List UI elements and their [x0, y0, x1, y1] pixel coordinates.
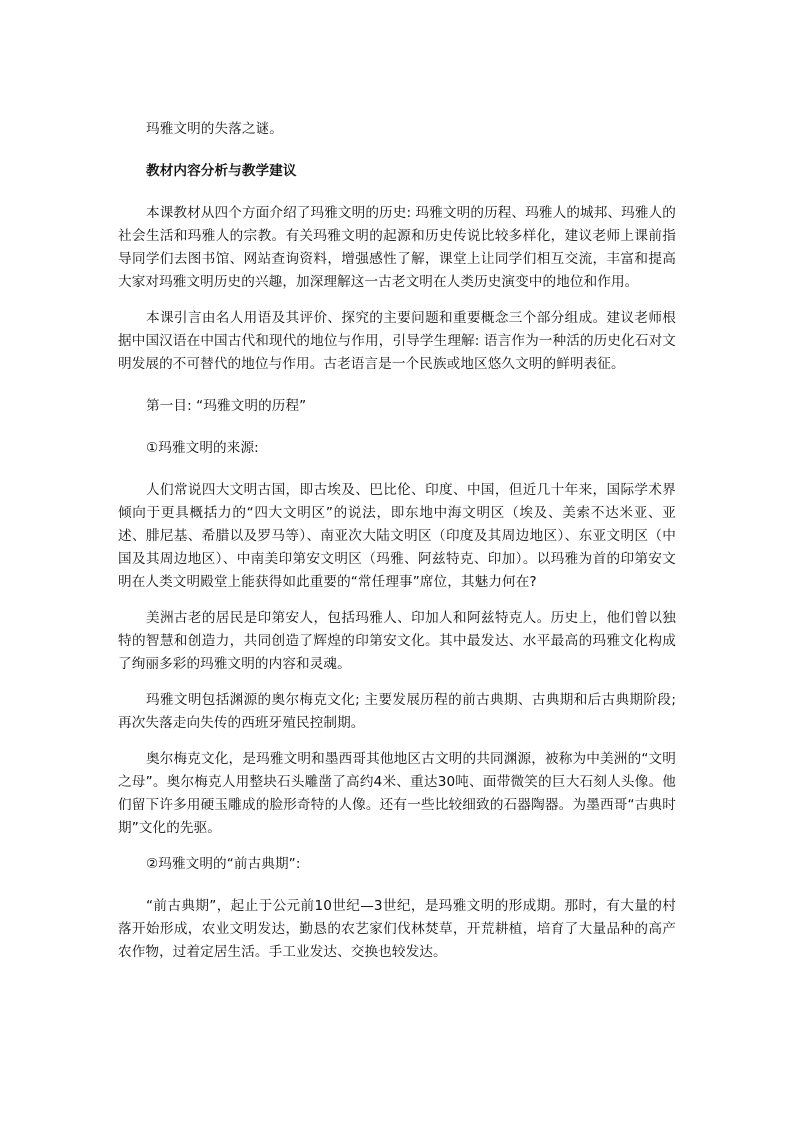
paragraph-indigenous-people: 美洲古老的居民是印第安人，包括玛雅人、印加人和阿兹特克人。历史上，他们曾以独特的智慧和创造力，共同创造了辉煌的印第安文化。其中最发达、水平最高的玛雅文化构成了绚丽多彩的玛雅文明的内容和灵魂。 — [118, 610, 676, 672]
paragraph-mystery-line: 玛雅文明的失落之谜。 — [146, 121, 283, 137]
paragraph-four-civilizations: 人们常说四大文明古国，即古埃及、巴比伦、印度、中国，但近几十年来，国际学术界倾向于更具概括力的“四大文明区”的说法，即东地中海文明区（埃及、美索不达米亚、亚述、腓尼基、希腊以及罗马等）、南亚次大陆文明区（印度及其周边地区）、东亚文明区（中国及其周边地区）、中南美印第安文明区（玛雅、阿兹特克、印加）。以玛雅为首的印第安文明在人类文明殿堂上能获得如此重要的“常任理事”席位，其魅力何在? — [118, 482, 676, 590]
document-page — [118, 118, 676, 964]
subsection-heading-history: 第一目: “玛雅文明的历程” — [146, 398, 307, 414]
paragraph-lesson-intro: 本课引言由名人用语及其评价、探究的主要问题和重要概念三个部分组成。建议老师根据中国汉语在中国古代和现代的地位与作用，引导学生理解: 语言作为一种活的历史化石对文明发展的不可替代的地位与作用。古老语言是一个民族或地区悠久文明的鲜明表征。 — [118, 310, 676, 372]
paragraph-olmec-culture: 奥尔梅克文化，是玛雅文明和墨西哥其他地区古文明的共同渊源，被称为中美洲的“文明之母”。奥尔梅克人用整块石头雕凿了高约4米、重达30吨、面带微笑的巨大石刻人头像。他们留下许多用硬玉雕成的脸形奇特的人像。还有一些比较细致的石器陶器。为墨西哥“古典时期”文化的先驱。 — [118, 751, 676, 836]
paragraph-textbook-intro: 本课教材从四个方面介绍了玛雅文明的历史: 玛雅文明的历程、玛雅人的城邦、玛雅人的社会生活和玛雅人的宗教。有关玛雅文明的起源和历史传说比较多样化，建议老师上课前指导同学们去图书馆、网站查询资料，增强感性了解，课堂上让同学们相互交流，丰富和提高大家对玛雅文明历史的兴趣，加深理解这一古老文明在人类历史演变中的地位和作用。 — [118, 205, 676, 290]
subsection-preclassic: ②玛雅文明的“前古典期”: — [146, 856, 301, 872]
subsection-origin: ①玛雅文明的来源: — [146, 440, 259, 456]
paragraph-preclassic-period: “前古典期”，起止于公元前10世纪—3世纪，是玛雅文明的形成期。那时，有大量的村落开始形成，农业文明发达，勤恳的农艺家们伐林焚草，开荒耕植，培育了大量品种的高产农作物，过着定居生活。手工业发达、交换也较发达。 — [118, 898, 676, 960]
section-heading-analysis: 教材内容分析与教学建议 — [146, 163, 297, 179]
paragraph-maya-periods: 玛雅文明包括渊源的奥尔梅克文化; 主要发展历程的前古典期、古典期和后古典期阶段; 再次失落走向失传的西班牙殖民控制期。 — [118, 692, 676, 731]
